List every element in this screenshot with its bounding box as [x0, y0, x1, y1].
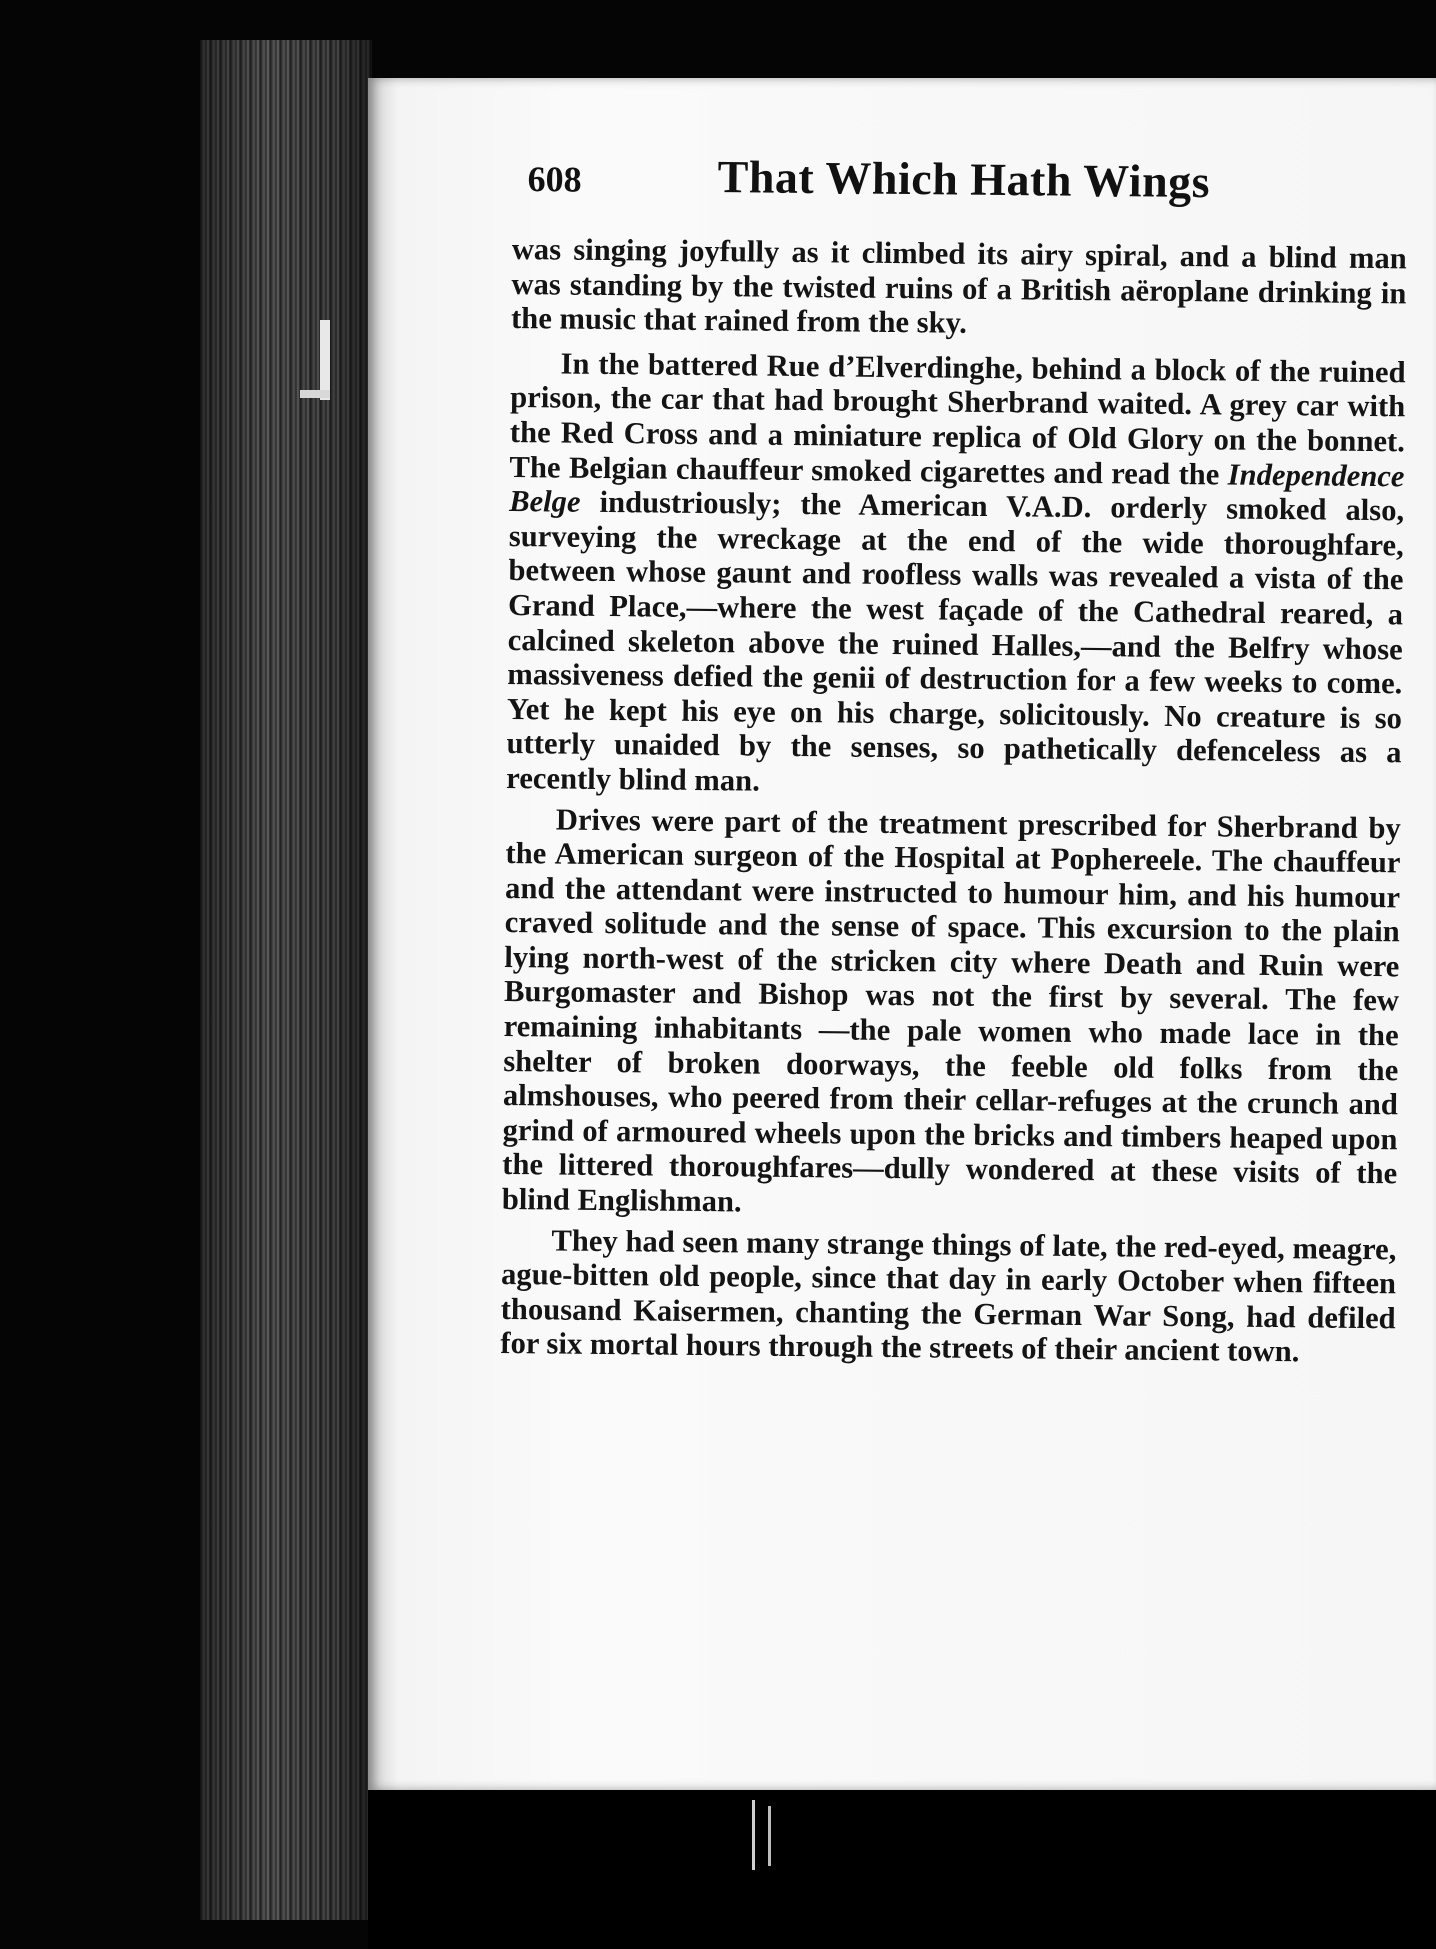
binding-thread — [768, 1806, 771, 1866]
page-bottom-margin — [368, 1790, 1436, 1949]
page-header — [527, 148, 1248, 222]
paragraph-text: In the battered Rue d’Elverdinghe, behind a block of the ruined prison, the car that had brought Sherbrand waited. A grey car with the Red Cross and a miniature replica of Old Glory on the bonnet. The Belgian chauffeur smoked cigarettes and read the — [509, 346, 1406, 492]
paragraph: They had seen many strange things of late, the red-eyed, meagre, ague-bitten old people, since that day in early October when fifteen thousand Kaisermen, chanting the German War Song, had defiled for six mortal hours through the streets of their ancient town. — [500, 1223, 1397, 1369]
paragraph-text: industriously; the American V.A.D. orderly smoked also, surveying the wreckage at the end of the wide thoroughfare, between whose gaunt and roofless walls was revealed a vista of the Grand Place,—where the west façade of the Cathedral reared, a calcined skeleton above the ruined Halles,—and the Belfry whose massiveness defied the genii of destruction for a few weeks to come. Yet he kept his eye on his charge, solicitously. No creature is so utterly unaided by the senses, so pathetically defenceless as a recently blind man. — [506, 484, 1405, 798]
paragraph — [506, 346, 1406, 805]
book-page-edges — [200, 40, 372, 1920]
newspaper-title: Independence Belge — [509, 457, 1405, 519]
page-body — [500, 232, 1407, 1376]
page-number: 608 — [527, 158, 582, 200]
paragraph: Drives were part of the treatment prescribed for Sherbrand by the American surgeon of the Hospital at Pophereele. The chauffeur and the attendant were instructed to humour him, and his humour craved solitude and the sense of space. This excursion to the plain lying north-west of the stricken city where Death and Ruin were Burgomaster and Bishop was not the first by several. The few remaining inhabitants —the pale women who made lace in the shelter of broken doorways, the feeble old folks from the almshouses, who peered from their cellar-refuges at the crunch and grind of armoured wheels upon the bricks and timbers heaped upon the littered thoroughfares—dully wondered at these visits of the blind Englishman. — [501, 801, 1401, 1219]
paragraph-continuation: was singing joyfully as it climbed its airy spiral, and a blind man was standing by the twisted ruins of a British aëroplane drinking in the music that rained from the sky. — [510, 232, 1407, 340]
running-title: That Which Hath Wings — [717, 150, 1211, 208]
binding-mark — [320, 320, 330, 400]
binding-thread — [752, 1800, 755, 1870]
binding-mark — [300, 390, 330, 398]
